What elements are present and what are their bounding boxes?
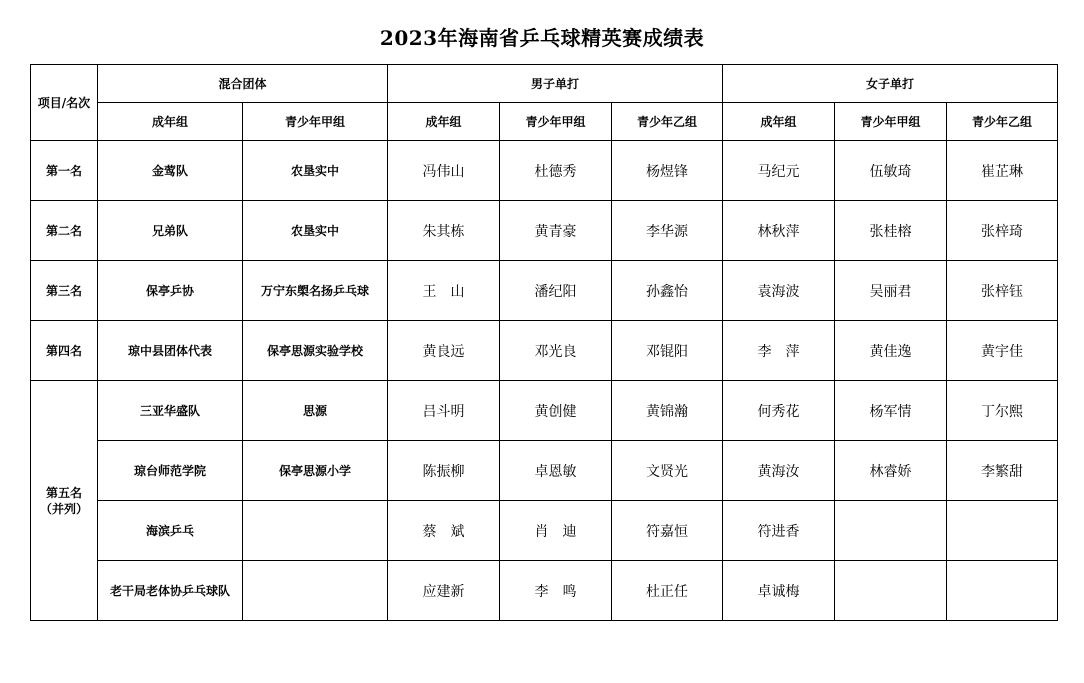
player-cell: 杨军情 — [835, 381, 947, 441]
player-cell: 王 山 — [388, 261, 500, 321]
player-cell: 肖 迪 — [500, 501, 612, 561]
table-row — [31, 501, 1058, 561]
player-cell: 朱其栋 — [388, 201, 500, 261]
player-cell — [835, 561, 947, 621]
player-cell: 李华源 — [612, 201, 723, 261]
player-cell: 陈振柳 — [388, 441, 500, 501]
table-row — [31, 141, 1058, 201]
team-cell: 农垦实中 — [243, 141, 388, 201]
team-cell: 老干局老体协乒乓球队 — [98, 561, 243, 621]
player-cell: 符进香 — [723, 501, 835, 561]
player-cell: 黄海汝 — [723, 441, 835, 501]
rank-cell: 第一名 — [31, 141, 98, 201]
player-cell: 马纪元 — [723, 141, 835, 201]
player-cell: 张梓钰 — [947, 261, 1058, 321]
player-cell: 李 萍 — [723, 321, 835, 381]
rank-cell: 第三名 — [31, 261, 98, 321]
player-cell: 杨煜锋 — [612, 141, 723, 201]
player-cell: 林睿娇 — [835, 441, 947, 501]
player-cell: 应建新 — [388, 561, 500, 621]
header-sub: 青少年乙组 — [947, 103, 1058, 141]
rank-cell: 第四名 — [31, 321, 98, 381]
team-cell: 琼台师范学院 — [98, 441, 243, 501]
player-cell: 崔芷琳 — [947, 141, 1058, 201]
page-title: 2023年海南省乒乓球精英赛成绩表 — [379, 26, 705, 50]
player-cell: 杜正任 — [612, 561, 723, 621]
player-cell: 黄锦瀚 — [612, 381, 723, 441]
table-row — [31, 381, 1058, 441]
team-cell: 兄弟队 — [98, 201, 243, 261]
team-cell — [243, 501, 388, 561]
header-item-rank: 项目/名次 — [31, 65, 98, 141]
player-cell: 黄创健 — [500, 381, 612, 441]
team-cell: 三亚华盛队 — [98, 381, 243, 441]
team-cell: 金莺队 — [98, 141, 243, 201]
header-row-groups — [31, 65, 1058, 103]
header-sub: 青少年甲组 — [243, 103, 388, 141]
header-sub: 成年组 — [723, 103, 835, 141]
table-row — [31, 201, 1058, 261]
team-cell: 海滨乒乓 — [98, 501, 243, 561]
player-cell: 张梓琦 — [947, 201, 1058, 261]
player-cell — [947, 501, 1058, 561]
table-row — [31, 261, 1058, 321]
header-sub: 成年组 — [388, 103, 500, 141]
player-cell: 吴丽君 — [835, 261, 947, 321]
table-row — [31, 561, 1058, 621]
player-cell: 丁尔熙 — [947, 381, 1058, 441]
player-cell: 李繁甜 — [947, 441, 1058, 501]
rank-cell-fifth — [31, 381, 98, 621]
player-cell: 袁海波 — [723, 261, 835, 321]
rank-fifth-label: 第五名 — [45, 485, 82, 500]
player-cell: 孙鑫怡 — [612, 261, 723, 321]
player-cell: 文贤光 — [612, 441, 723, 501]
player-cell — [835, 501, 947, 561]
player-cell: 李 鸣 — [500, 561, 612, 621]
player-cell: 卓诚梅 — [723, 561, 835, 621]
player-cell: 邓光良 — [500, 321, 612, 381]
team-cell — [243, 561, 388, 621]
player-cell: 潘纪阳 — [500, 261, 612, 321]
player-cell: 卓恩敏 — [500, 441, 612, 501]
player-cell: 杜德秀 — [500, 141, 612, 201]
header-sub: 青少年甲组 — [500, 103, 612, 141]
player-cell — [947, 561, 1058, 621]
player-cell: 黄佳逸 — [835, 321, 947, 381]
header-group-womens-singles: 女子单打 — [723, 65, 1058, 103]
player-cell: 邓锟阳 — [612, 321, 723, 381]
player-cell: 蔡 斌 — [388, 501, 500, 561]
team-cell: 保亭乒协 — [98, 261, 243, 321]
player-cell: 张桂榕 — [835, 201, 947, 261]
player-cell: 黄青豪 — [500, 201, 612, 261]
header-group-mens-singles: 男子单打 — [388, 65, 723, 103]
player-cell: 冯伟山 — [388, 141, 500, 201]
table-row — [31, 441, 1058, 501]
rank-cell: 第二名 — [31, 201, 98, 261]
team-cell: 保亭思源实验学校 — [243, 321, 388, 381]
team-cell: 农垦实中 — [243, 201, 388, 261]
team-cell: 保亭思源小学 — [243, 441, 388, 501]
player-cell: 伍敏琦 — [835, 141, 947, 201]
team-cell: 万宁东㮾名扬乒乓球 — [243, 261, 388, 321]
table-row — [31, 321, 1058, 381]
rank-fifth-note: （并列） — [39, 501, 88, 516]
team-cell: 思源 — [243, 381, 388, 441]
header-row-subgroups — [31, 103, 1058, 141]
player-cell: 黄宇佳 — [947, 321, 1058, 381]
player-cell: 吕斗明 — [388, 381, 500, 441]
header-sub: 成年组 — [98, 103, 243, 141]
team-cell: 琼中县团体代表 — [98, 321, 243, 381]
player-cell: 何秀花 — [723, 381, 835, 441]
player-cell: 林秋萍 — [723, 201, 835, 261]
player-cell: 符嘉恒 — [612, 501, 723, 561]
header-sub: 青少年乙组 — [612, 103, 723, 141]
results-table — [30, 64, 1058, 621]
header-sub: 青少年甲组 — [835, 103, 947, 141]
player-cell: 黄良远 — [388, 321, 500, 381]
header-group-mixed-team: 混合团体 — [98, 65, 388, 103]
